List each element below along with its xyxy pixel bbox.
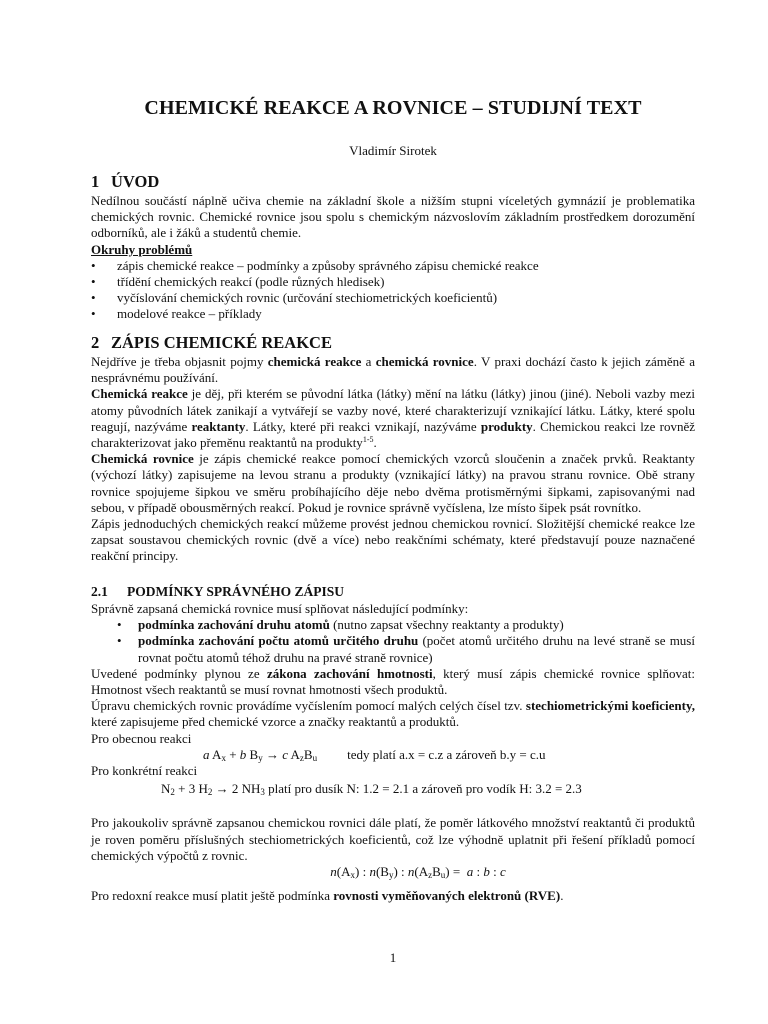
list-item-text: třídění chemických reakcí (podle různých hledisek)	[117, 274, 385, 290]
bullet-icon: •	[91, 290, 96, 306]
page-number: 1	[389, 950, 397, 965]
author-name: Vladimír Sirotek	[349, 143, 437, 158]
list-item	[91, 258, 695, 274]
section-number: 2.1	[91, 584, 108, 599]
problems-heading: Okruhy problémů	[91, 241, 193, 257]
list-item	[91, 290, 695, 306]
section-2-body	[91, 354, 695, 565]
paragraph: Nedílnou součástí náplně učiva chemie na základní škole a nižším stupni víceletých gymnázií je problematika chemických rovnic. Chemické rovnice jsou spolu s chemickým názvoslovím základním prostředkem dorozumění odborníků, ale i žáků a studentů chemie.	[91, 193, 695, 241]
section-number: 2	[91, 333, 100, 352]
paragraph: Chemická reakce je děj, při kterém se původní látka (látky) mění na látku (látky) jinou (jiné). Neboli vazby mezi atomy původních látek zanikají a vytvářejí se vazby nové, které charakterizují vznikající látku. Látky, které spolu reagují, nazýváme reaktanty. Látky, které při reakci vznikají, nazýváme produkty. Chemickou reakci lze rovněž charakterizovat jako přeměnu reaktantů na produkty$^{1-5}$.	[91, 386, 696, 451]
section-2-1-body	[91, 601, 695, 904]
paragraph: Správně zapsaná chemická rovnice musí splňovat následující podmínky:	[91, 601, 469, 616]
paragraph: Zápis jednoduchých chemických reakcí můžeme provést jednou chemickou rovnicí. Složitější chemické reakce lze zapsat soustavou chemických rovnic (dvě a více) nebo reakčními schématy, které představují pouze naznačené reakční principy.	[91, 516, 695, 564]
conditions-list	[91, 617, 695, 666]
paragraph: Uvedené podmínky plynou ze zákona zachování hmotnosti, který musí zápis chemické rovnice splňovat: Hmotnost všech reaktantů se musí rovnat hmotnosti všech produktů.	[91, 665, 696, 698]
list-item-text: zápis chemické reakce – podmínky a způsoby správného zápisu chemické reakce	[117, 257, 539, 273]
concrete-equation: $N_2 + 3$ $H_2 \to 2$ $NH_3$ platí pro dusík N: 1.2 = 2.1 a zároveň pro vodík H: 3.2 = 2.3	[161, 781, 582, 798]
document-title: CHEMICKÉ REAKCE A ROVNICE – STUDIJNÍ TEXT	[144, 97, 642, 119]
general-equation: a $A_x + b$ $B_y \to c$ $A_zB_u$ tedy platí a.x = c.z a zároveň b.y = c.u	[203, 746, 546, 763]
list-item	[91, 306, 695, 322]
list-item	[91, 274, 695, 290]
paragraph: Nejdříve je třeba objasnit pojmy chemická reakce a chemická rovnice. V praxi dochází často k jejich záměně a nesprávnému používání.	[91, 354, 695, 386]
general-reaction-label: Pro obecnou reakci	[91, 730, 192, 746]
bullet-icon: •	[91, 306, 96, 322]
list-item: • podmínka zachování počtu atomů určitého druhu (počet atomů určitého druhu na levé straně se musí rovnat počtu atomů téhož druhu na pravé straně rovnice)	[117, 633, 695, 665]
section-title: PODMÍNKY SPRÁVNÉHO ZÁPISU	[127, 584, 345, 599]
ratio-equation: $n(A_x)$ : $n(B_y)$ : $n(A_zB_u) = a$ : b : c	[330, 864, 506, 881]
concrete-reaction-label: Pro konkrétní reakci	[91, 763, 198, 779]
bullet-icon: •	[117, 633, 122, 649]
paragraph: Úpravu chemických rovnic provádíme vyčíslením pomocí malých celých čísel tzv. stechiometrickými koeficienty, které zapisujeme před chemické vzorce a značky reaktantů a produktů.	[91, 698, 695, 730]
section-title: ÚVOD	[111, 172, 160, 191]
list-item-text: modelové reakce – příklady	[117, 306, 262, 322]
problems-list	[91, 258, 695, 323]
section-2-1-heading	[91, 584, 344, 600]
bullet-icon: •	[91, 257, 96, 273]
paragraph: Pro jakoukoliv správně zapsanou chemickou rovnici dále platí, že poměr látkového množství reaktantů či produktů je roven poměru příslušných stechiometrických koeficientů, což lze výhodně uplatnit při řešení příkladů pomocí chemických výpočtů z rovnic.	[91, 815, 695, 863]
list-item: • podmínka zachování druhu atomů (nutno zapsat všechny reaktanty a produkty)	[117, 617, 564, 633]
section-2-heading	[91, 335, 332, 351]
section-title: ZÁPIS CHEMICKÉ REAKCE	[111, 333, 332, 352]
list-item-text: vyčíslování chemických rovnic (určování stechiometrických koeficientů)	[117, 290, 498, 306]
section-1-body	[91, 193, 695, 323]
section-1-heading	[91, 174, 159, 190]
paragraph: Chemická rovnice je zápis chemické reakce pomocí chemických vzorců sloučenin a značek prvků. Reaktanty (výchozí látky) zapisujeme na levou stranu a produkty (vznikající látky) na pravou stranu rovnice. Obě strany rovnice spojujeme šipkou ve směru probíhajícího děje nebo dvěma protisměrnými šipkami, zapisovanými nad sebou, v případě obousměrných reakcí. Pokud je rovnice správně vyčíslena, lze místo šipek psát rovnítko.	[91, 451, 695, 515]
reference-superscript: 1-5	[362, 435, 374, 445]
paragraph: Pro redoxní reakce musí platit ještě podmínka rovnosti vyměňovaných elektronů (RVE).	[91, 888, 564, 904]
bullet-icon: •	[91, 274, 96, 290]
section-number: 1	[91, 172, 100, 191]
bullet-icon: •	[117, 617, 122, 633]
